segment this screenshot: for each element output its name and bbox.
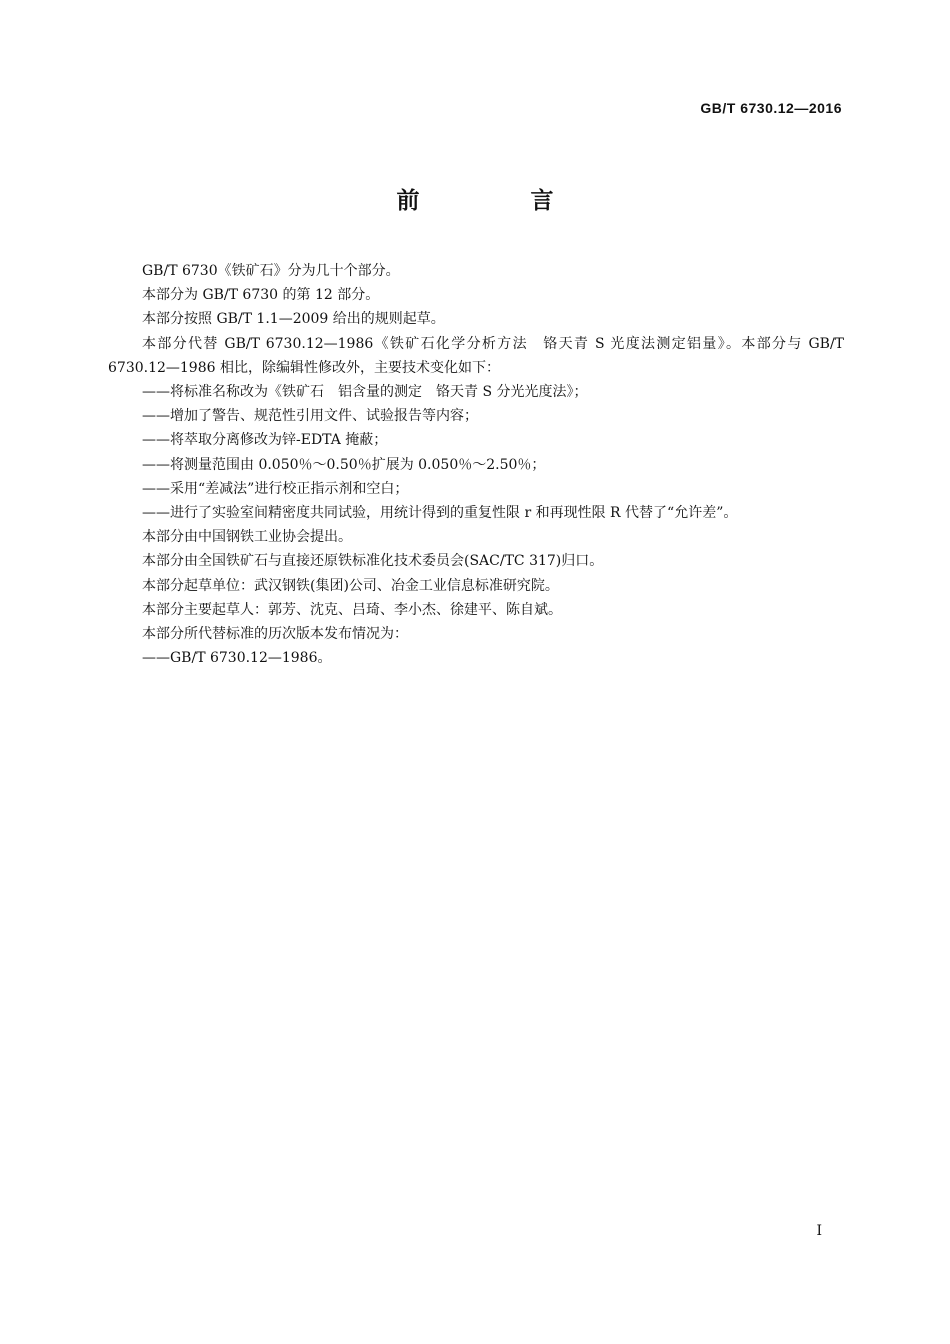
paragraph: 本部分主要起草人：郭芳、沈克、吕琦、李小杰、徐建平、陈自斌。 (142, 601, 562, 618)
change-item: ——将测量范围由 0.050％～0.50％扩展为 0.050％～2.50％； (142, 456, 546, 473)
history-item: ——GB/T 6730.12—1986。 (142, 650, 332, 667)
paragraph: 本部分代替 GB/T 6730.12—1986《铁矿石化学分析方法 铬天青 S 光度法测定铝量》。本部分与 GB/T 6730.12—1986 相比，除编辑性修改外，主要技术变化如下： (108, 335, 844, 376)
paragraph: 本部分为 GB/T 6730 的第 12 部分。 (142, 287, 380, 304)
change-item: ——增加了警告、规范性引用文件、试验报告等内容； (142, 408, 478, 425)
paragraph: 本部分由中国钢铁工业协会提出。 (142, 529, 352, 546)
change-item: ——进行了实验室间精密度共同试验，用统计得到的重复性限 r 和再现性限 R 代替了“允许差”。 (142, 505, 738, 522)
paragraph: 本部分所代替标准的历次版本发布情况为： (142, 626, 408, 643)
paragraph: 本部分起草单位：武汉钢铁(集团)公司、冶金工业信息标准研究院。 (142, 577, 559, 594)
standard-code: GB/T 6730.12—2016 (700, 100, 842, 116)
change-item: ——采用“差减法”进行校正指示剂和空白； (142, 480, 409, 497)
page-title: 前 言 (396, 188, 598, 214)
document-body (108, 259, 844, 670)
paragraph: 本部分由全国铁矿石与直接还原铁标准化技术委员会(SAC/TC 317)归口。 (142, 553, 604, 570)
change-item: ——将萃取分离修改为锌-EDTA 掩蔽； (142, 432, 388, 449)
page-number: I (816, 1223, 822, 1239)
paragraph: GB/T 6730《铁矿石》分为几十个部分。 (142, 263, 400, 279)
paragraph: 本部分按照 GB/T 1.1—2009 给出的规则起草。 (142, 311, 445, 328)
change-item: ——将标准名称改为《铁矿石 铝含量的测定 铬天青 S 分光光度法》； (142, 384, 588, 401)
